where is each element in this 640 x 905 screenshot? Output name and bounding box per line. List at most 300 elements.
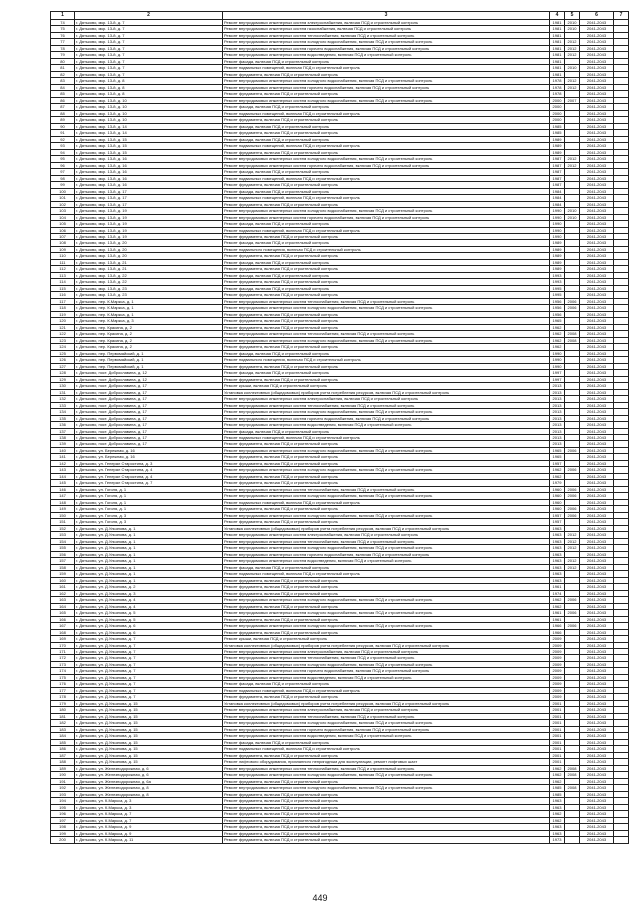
table-cell-col-5: 2012: [565, 84, 580, 90]
table-cell-col-2: г. Дятьково, мкр. 13-й, д. 19: [75, 208, 223, 214]
table-cell-col-4: 1963: [550, 798, 565, 804]
table-cell-col-4: 1962: [550, 765, 565, 771]
table-cell-col-3: Ремонт фундамента, включая ПСД и строительный контроль: [223, 577, 550, 583]
table-cell-col-5: 2010: [565, 214, 580, 220]
table-cell-col-2: г. Дятьково, ул. Генерал Старостина, д. 7: [75, 480, 223, 486]
table-cell-col-2: г. Дятьково, ул. Железнодорожная, д. 6: [75, 765, 223, 771]
table-cell-col-3: Ремонт фундамента, включая ПСД и строительный контроль: [223, 629, 550, 635]
table-cell-col-6: 2041-2043: [580, 700, 614, 706]
table-cell-col-4: 1989: [550, 266, 565, 272]
table-cell-col-3: Ремонт внутридомовых инженерных систем водоотведения, включая ПСД и строительный контроль: [223, 674, 550, 680]
table-cell-col-2: г. Дятьково, ул. Гоголя, д. 1: [75, 499, 223, 505]
table-cell-col-1: 109: [51, 246, 75, 252]
table-cell-col-1: 103: [51, 208, 75, 214]
table-cell-col-4: 1981: [550, 32, 565, 38]
table-cell-col-4: 2009: [550, 642, 565, 648]
table-cell-col-6: 2041-2043: [580, 804, 614, 810]
table-cell-col-1: 115: [51, 285, 75, 291]
table-cell-col-1: 153: [51, 532, 75, 538]
table-cell-col-2: г. Дятьково, ул. Д.Ульянова, д. 1: [75, 571, 223, 577]
table-cell-col-6: 2041-2043: [580, 837, 614, 843]
table-cell-col-2: г. Дятьково, мкр. 13-й, д. 10: [75, 104, 223, 110]
table-cell-col-4: 1993: [550, 272, 565, 278]
table-cell-col-3: Ремонт фасада, включая ПСД и строительный контроль: [223, 350, 550, 356]
table-cell-col-5: 2012: [565, 558, 580, 564]
table-cell-col-6: 2041-2043: [580, 746, 614, 752]
table-cell-col-3: Ремонт фундамента, включая ПСД и строительный контроль: [223, 694, 550, 700]
table-cell-col-3: Ремонт внутридомовых инженерных систем горячего водоснабжения, включая ПСД и строительный контроль: [223, 668, 550, 674]
table-cell-col-2: г. Дятьково, мкр. 13-й, д. 16: [75, 156, 223, 162]
table-cell-col-6: 2041-2043: [580, 674, 614, 680]
table-cell-col-4: 1989: [550, 136, 565, 142]
table-cell-col-3: Ремонт внутридомовых инженерных систем горячего водоснабжения, включая ПСД и строительный контроль: [223, 84, 550, 90]
table-cell-col-1: 146: [51, 486, 75, 492]
table-cell-col-6: 2041-2043: [580, 486, 614, 492]
table-cell-col-1: 190: [51, 772, 75, 778]
table-cell-col-1: 145: [51, 480, 75, 486]
table-cell-col-2: г. Дятьково, пост. Доброславина, д. 17: [75, 409, 223, 415]
table-cell-col-1: 161: [51, 584, 75, 590]
table-cell-col-2: г. Дятьково, ул. Гоголя, д. 1: [75, 493, 223, 499]
table-cell-col-4: 1962: [550, 473, 565, 479]
table-cell-col-2: г. Дятьково, мкр. 13-й, д. 7: [75, 20, 223, 26]
table-cell-col-2: г. Дятьково, мкр. 13-й, д. 15: [75, 136, 223, 142]
table-cell-col-3: Ремонт внутридомовых инженерных систем водоотведения, включая ПСД и строительный контроль: [223, 422, 550, 428]
table-cell-col-3: Ремонт фундамента, включая ПСД и строительный контроль: [223, 363, 550, 369]
table-cell-col-3: Ремонт фундамента, включая ПСД и строительный контроль: [223, 344, 550, 350]
table-cell-col-1: 176: [51, 681, 75, 687]
table-cell-col-1: 111: [51, 259, 75, 265]
table-cell-col-3: Ремонт подвальных помещений, включая ПСД и строительный контроль: [223, 227, 550, 233]
table-cell-col-1: 91: [51, 130, 75, 136]
table-cell-col-2: г. Дятьково, пер. К.Маркса, д. 1: [75, 298, 223, 304]
table-cell-col-3: Ремонт фундамента, включая ПСД и строительный контроль: [223, 71, 550, 77]
table-cell-col-6: 2041-2043: [580, 765, 614, 771]
table-cell-col-6: 2041-2043: [580, 467, 614, 473]
table-cell-col-4: 1960: [550, 493, 565, 499]
table-cell-col-4: 1960: [550, 506, 565, 512]
table-cell-col-3: Ремонт внутридомовых инженерных систем теплоснабжения, включая ПСД и строительный контроль: [223, 765, 550, 771]
table-cell-col-3: Ремонт крыши, включая ПСД и строительный контроль: [223, 383, 550, 389]
table-cell-col-1: 137: [51, 428, 75, 434]
table-cell-col-1: 200: [51, 837, 75, 843]
table-cell-col-6: 2041-2043: [580, 344, 614, 350]
table-cell-col-1: 99: [51, 182, 75, 188]
table-cell-col-3: Ремонт подвальных помещений, включая ПСД и строительный контроль: [223, 175, 550, 181]
table-cell-col-4: 2013: [550, 402, 565, 408]
table-cell-col-6: 2041-2043: [580, 648, 614, 654]
table-cell-col-5: 2012: [565, 52, 580, 58]
table-cell-col-2: г. Дятьково, мкр. 13-й, д. 20: [75, 246, 223, 252]
table-cell-col-6: 2041-2043: [580, 668, 614, 674]
table-cell-col-4: 1981: [550, 52, 565, 58]
table-cell-col-6: 2041-2043: [580, 454, 614, 460]
table-cell-col-6: 2041-2043: [580, 221, 614, 227]
table-cell-col-1: 82: [51, 71, 75, 77]
table-cell-col-2: г. Дятьково, мкр. 13-й, д. 19: [75, 227, 223, 233]
table-cell-col-2: г. Дятьково, ул. Генерал Старостина, д. 3: [75, 460, 223, 466]
table-cell-col-4: 1978: [550, 84, 565, 90]
table-cell-col-1: 156: [51, 551, 75, 557]
table-cell-col-4: 1985: [550, 791, 565, 797]
table-cell-col-3: Ремонт крыши, включая ПСД и строительный контроль: [223, 636, 550, 642]
table-cell-col-1: 181: [51, 713, 75, 719]
table-cell-col-4: 2009: [550, 694, 565, 700]
table-cell-col-4: 2009: [550, 655, 565, 661]
table-cell-col-1: 84: [51, 84, 75, 90]
table-cell-col-6: 2041-2043: [580, 577, 614, 583]
table-cell-col-1: 93: [51, 143, 75, 149]
table-cell-col-4: 1987: [550, 162, 565, 168]
table-cell-col-4: 2001: [550, 707, 565, 713]
table-cell-col-5: 2006: [565, 623, 580, 629]
table-cell-col-2: г. Дятьково, мкр. 13-й, д. 8: [75, 84, 223, 90]
table-cell-col-1: 162: [51, 590, 75, 596]
table-cell-col-3: Ремонт фасада, включая ПСД и строительный контроль: [223, 285, 550, 291]
table-cell-col-1: 113: [51, 272, 75, 278]
table-cell-col-3: Ремонт внутридомовых инженерных систем холодного водоснабжения, включая ПСД и строительный контроль: [223, 208, 550, 214]
table-cell-col-1: 101: [51, 195, 75, 201]
table-cell-col-4: 1957: [550, 460, 565, 466]
table-cell-col-2: г. Дятьково, ул. Д.Ульянова, д. 15: [75, 746, 223, 752]
table-cell-col-6: 2041-2043: [580, 156, 614, 162]
table-cell-col-2: г. Дятьково, пост. Доброславина, д. 12: [75, 376, 223, 382]
table-cell-col-1: 157: [51, 558, 75, 564]
table-cell-col-2: г. Дятьково, мкр. 13-й, д. 15: [75, 149, 223, 155]
table-cell-col-3: Ремонт внутридомовых инженерных систем горячего водоснабжения, включая ПСД и строительный контроль: [223, 162, 550, 168]
table-cell-col-6: 2041-2043: [580, 409, 614, 415]
table-cell-col-4: 1962: [550, 331, 565, 337]
table-cell-col-5: 2006: [565, 467, 580, 473]
table-cell-col-3: Ремонт фундамента, включая ПСД и строительный контроль: [223, 233, 550, 239]
table-cell-col-5: 2010: [565, 26, 580, 32]
table-cell-col-5: 2007: [565, 97, 580, 103]
table-cell-col-6: 2041-2043: [580, 525, 614, 531]
table-cell-col-4: 1989: [550, 240, 565, 246]
table-cell-col-1: 104: [51, 214, 75, 220]
table-cell-col-4: 1957: [550, 519, 565, 525]
table-cell-col-4: 1985: [550, 130, 565, 136]
table-cell-col-4: 1985: [550, 123, 565, 129]
table-cell-col-3: Ремонт внутридомовых инженерных систем электроснабжения, включая ПСД и строительный контроль: [223, 532, 550, 538]
table-cell-col-6: 2041-2043: [580, 785, 614, 791]
table-cell-col-1: 144: [51, 473, 75, 479]
table-cell-col-6: 2041-2043: [580, 272, 614, 278]
table-cell-col-6: 2041-2043: [580, 791, 614, 797]
table-cell-col-1: 139: [51, 441, 75, 447]
table-cell-col-4: 2001: [550, 700, 565, 706]
table-cell-col-4: 1997: [550, 370, 565, 376]
table-cell-col-1: 138: [51, 435, 75, 441]
table-cell-col-4: 2000: [550, 117, 565, 123]
table-cell-col-1: 197: [51, 817, 75, 823]
table-cell-col-1: 158: [51, 564, 75, 570]
table-cell-col-3: Ремонт фундамента, включая ПСД и строительный контроль: [223, 519, 550, 525]
table-cell-col-3: Ремонт внутридомовых инженерных систем газоснабжения, включая ПСД и строительный контроль: [223, 26, 550, 32]
table-cell-col-3: Ремонт фундамента, включая ПСД и строительный контроль: [223, 91, 550, 97]
table-cell-col-3: Ремонт внутридомовых инженерных систем холодного водоснабжения, включая ПСД и строительный контроль: [223, 623, 550, 629]
table-cell-col-6: 2041-2043: [580, 435, 614, 441]
table-cell-col-2: г. Дятьково, ул. Бережная, д. 16: [75, 447, 223, 453]
table-cell-col-6: 2041-2043: [580, 201, 614, 207]
table-cell-col-4: 2001: [550, 733, 565, 739]
table-cell-col-2: г. Дятьково, ул. Генерал Старостина, д. 4: [75, 473, 223, 479]
table-cell-col-5: 2012: [565, 78, 580, 84]
table-cell-col-2: г. Дятьково, ул. Д.Ульянова, д. 4: [75, 597, 223, 603]
table-cell-col-2: г. Дятьково, ул. Д.Ульянова, д. 1: [75, 564, 223, 570]
table-cell-col-4: 1962: [550, 467, 565, 473]
table-cell-col-2: г. Дятьково, ул. Железнодорожная, д. 8: [75, 785, 223, 791]
header-row: [51, 12, 629, 20]
table-cell-col-3: Ремонт фундамента, включая ПСД и строительный контроль: [223, 584, 550, 590]
table-cell-col-2: г. Дятьково, ул. К.Маркса, д. 9: [75, 830, 223, 836]
table-cell-col-1: 100: [51, 188, 75, 194]
table-cell-col-5: 2006: [565, 486, 580, 492]
table-cell-col-3: Ремонт лифтового оборудования, признанного непригодным для эксплуатации, ремонт лифтовых шахт: [223, 759, 550, 765]
table-cell-col-3: Ремонт фундамента, включая ПСД и строительный контроль: [223, 798, 550, 804]
table-cell-col-3: Ремонт внутридомовых инженерных систем водоотведения, включая ПСД и строительный контроль: [223, 558, 550, 564]
table-cell-col-1: 143: [51, 467, 75, 473]
table-cell-col-6: 2041-2043: [580, 681, 614, 687]
table-cell-col-4: 1987: [550, 156, 565, 162]
table-cell-col-3: Установка коллективных (общедомовых) приборов учета потребления ресурсов, включая ПСД и строительный контроль: [223, 642, 550, 648]
table-cell-col-4: 1981: [550, 65, 565, 71]
table-cell-col-3: Ремонт фундамента, включая ПСД и строительный контроль: [223, 804, 550, 810]
table-cell-col-5: 2012: [565, 39, 580, 45]
table-cell-col-6: 2041-2043: [580, 733, 614, 739]
table-cell-col-2: г. Дятьково, мкр. 13-й, д. 10: [75, 97, 223, 103]
table-cell-col-2: г. Дятьково, пер. Красина, д. 2: [75, 337, 223, 343]
table-cell-col-3: Ремонт внутридомовых инженерных систем холодного водоснабжения, включая ПСД и строительный контроль: [223, 409, 550, 415]
table-cell-col-4: 1962: [550, 817, 565, 823]
table-cell-col-2: г. Дятьково, мкр. 13-й, д. 16: [75, 175, 223, 181]
table-cell-col-2: г. Дятьково, пер. К.Маркса, д. 1: [75, 311, 223, 317]
table-cell-col-3: Ремонт подвальных помещений, включая ПСД и строительный контроль: [223, 435, 550, 441]
table-cell-col-3: Установка коллективных (общедомовых) приборов учета потребления ресурсов, включая ПСД и строительный контроль: [223, 525, 550, 531]
table-cell-col-4: 2000: [550, 104, 565, 110]
table-cell-col-2: г. Дятьково, мкр. 13-й, д. 15: [75, 143, 223, 149]
table-cell-col-6: 2041-2043: [580, 84, 614, 90]
table-cell-col-6: 2041-2043: [580, 246, 614, 252]
table-cell-col-6: 2041-2043: [580, 45, 614, 51]
table-cell-col-2: г. Дятьково, мкр. 13-й, д. 17: [75, 195, 223, 201]
table-cell-col-6: 2041-2043: [580, 564, 614, 570]
table-cell-col-2: г. Дятьково, мкр. 13-й, д. 8: [75, 91, 223, 97]
table-cell-col-6: 2041-2043: [580, 169, 614, 175]
table-cell-col-4: 1981: [550, 71, 565, 77]
table-cell-col-6: 2041-2043: [580, 661, 614, 667]
table-cell-col-6: 2041-2043: [580, 441, 614, 447]
table-cell-col-6: 2041-2043: [580, 428, 614, 434]
table-cell-col-3: Ремонт подвальных помещений, включая ПСД и строительный контроль: [223, 110, 550, 116]
table-cell-col-1: 102: [51, 201, 75, 207]
table-cell-col-3: Ремонт внутридомовых инженерных систем холодного водоснабжения, включая ПСД и строительный контроль: [223, 785, 550, 791]
table-cell-col-6: 2041-2043: [580, 558, 614, 564]
table-cell-col-4: 2013: [550, 422, 565, 428]
table-cell-col-3: Ремонт внутридомовых инженерных систем теплоснабжения, включая ПСД и строительный контроль: [223, 32, 550, 38]
table-cell-col-4: 2000: [550, 110, 565, 116]
table-cell-col-6: 2041-2043: [580, 512, 614, 518]
table-cell-col-2: г. Дятьково, пер. Красина, д. 2: [75, 331, 223, 337]
table-cell-col-3: Ремонт фундамента, включая ПСД и строительный контроль: [223, 791, 550, 797]
table-cell-col-4: 2009: [550, 661, 565, 667]
table-cell-col-6: 2041-2043: [580, 584, 614, 590]
table-cell-col-4: 2013: [550, 396, 565, 402]
table-cell-col-1: 159: [51, 571, 75, 577]
table-cell-col-1: 188: [51, 759, 75, 765]
table-cell-col-6: 2041-2043: [580, 811, 614, 817]
table-cell-col-1: 75: [51, 26, 75, 32]
table-cell-col-4: 1963: [550, 551, 565, 557]
table-cell-col-1: 180: [51, 707, 75, 713]
table-cell-col-3: Установка коллективных (общедомовых) приборов учета потребления ресурсов, включая ПСД и строительный контроль: [223, 389, 550, 395]
table-cell-col-5: 2006: [565, 298, 580, 304]
table-cell-col-1: 174: [51, 668, 75, 674]
table-cell-col-2: г. Дятьково, ул. Д.Ульянова, д. 1: [75, 545, 223, 551]
table-cell-col-4: 1997: [550, 376, 565, 382]
table-cell-col-2: г. Дятьково, ул. Д.Ульянова, д. 7: [75, 642, 223, 648]
table-cell-col-1: 164: [51, 603, 75, 609]
table-cell-col-4: 1981: [550, 39, 565, 45]
table-cell-col-6: 2041-2043: [580, 195, 614, 201]
table-cell-col-1: 191: [51, 778, 75, 784]
table-cell-col-4: 1989: [550, 143, 565, 149]
table-cell-col-4: 1956: [550, 298, 565, 304]
table-cell-col-3: Ремонт фасада, включая ПСД и строительный контроль: [223, 739, 550, 745]
table-cell-col-4: 1974: [550, 590, 565, 596]
table-cell-col-1: 189: [51, 765, 75, 771]
table-cell-col-4: 2001: [550, 746, 565, 752]
table-cell-col-6: 2041-2043: [580, 726, 614, 732]
table-cell-col-6: 2041-2043: [580, 136, 614, 142]
table-cell-col-3: Ремонт фундамента, включая ПСД и строительный контроль: [223, 817, 550, 823]
table-cell-col-4: 1963: [550, 525, 565, 531]
table-cell-col-1: 94: [51, 149, 75, 155]
table-cell-col-6: 2041-2043: [580, 370, 614, 376]
table-cell-col-4: 1987: [550, 175, 565, 181]
table-cell-col-2: г. Дятьково, мкр. 13-й, д. 22: [75, 272, 223, 278]
table-cell-col-6: 2041-2043: [580, 363, 614, 369]
table-cell-col-3: Ремонт внутридомовых инженерных систем холодного водоснабжения, включая ПСД и строительный контроль: [223, 337, 550, 343]
header-col-4: 4: [550, 12, 565, 20]
table-cell-col-4: 1981: [550, 26, 565, 32]
table-cell-col-3: Ремонт фундамента, включая ПСД и строительный контроль: [223, 454, 550, 460]
table-cell-col-6: 2041-2043: [580, 642, 614, 648]
table-cell-col-1: 192: [51, 785, 75, 791]
table-cell-col-1: 87: [51, 104, 75, 110]
table-cell-col-1: 135: [51, 415, 75, 421]
header-col-1: 1: [51, 12, 75, 20]
table-cell-col-3: Ремонт внутридомовых инженерных систем холодного водоснабжения, включая ПСД и строительный контроль: [223, 545, 550, 551]
table-cell-col-2: г. Дятьково, пост. Доброславина, д. 17: [75, 435, 223, 441]
table-cell-col-3: Ремонт фасада, включая ПСД и строительный контроль: [223, 681, 550, 687]
table-cell-col-6: 2041-2043: [580, 182, 614, 188]
table-cell-col-3: Ремонт фасада, включая ПСД и строительный контроль: [223, 136, 550, 142]
table-cell-col-1: 122: [51, 331, 75, 337]
table-cell-col-3: Ремонт внутридомовых инженерных систем электроснабжения, включая ПСД и строительный контроль: [223, 396, 550, 402]
table-cell-col-1: 147: [51, 493, 75, 499]
table-cell-col-6: 2041-2043: [580, 253, 614, 259]
table-cell-col-1: 83: [51, 78, 75, 84]
table-cell-col-3: Ремонт внутридомовых инженерных систем горячего водоснабжения, включая ПСД и строительный контроль: [223, 214, 550, 220]
table-cell-col-6: 2041-2043: [580, 597, 614, 603]
table-cell-col-1: 86: [51, 97, 75, 103]
table-cell-col-1: 129: [51, 376, 75, 382]
table-cell-col-2: г. Дятьково, мкр. 13-й, д. 19: [75, 233, 223, 239]
table-cell-col-4: 1962: [550, 778, 565, 784]
table-cell-col-6: 2041-2043: [580, 117, 614, 123]
table-cell-col-3: Ремонт фундамента, включая ПСД и строительный контроль: [223, 117, 550, 123]
table-cell-col-6: 2041-2043: [580, 694, 614, 700]
table-cell-col-1: 89: [51, 117, 75, 123]
table-cell-col-3: Ремонт внутридомовых инженерных систем теплоснабжения, включая ПСД и строительный контроль: [223, 298, 550, 304]
table-cell-col-5: 2008: [565, 331, 580, 337]
table-cell-col-3: Ремонт внутридомовых инженерных систем горячего водоснабжения, включая ПСД и строительный контроль: [223, 45, 550, 51]
table-cell-col-2: г. Дятьково, мкр. 13-й, д. 19: [75, 214, 223, 220]
table-cell-col-4: 1963: [550, 564, 565, 570]
table-cell-col-2: г. Дятьково, пост. Доброславина, д. 17: [75, 422, 223, 428]
table-cell-col-4: 1957: [550, 512, 565, 518]
table-cell-col-2: г. Дятьково, ул. Д.Ульянова, д. 15: [75, 739, 223, 745]
table-cell-col-1: 185: [51, 739, 75, 745]
table-cell-col-1: 121: [51, 324, 75, 330]
table-cell-col-5: 2012: [565, 564, 580, 570]
table-cell-col-1: 168: [51, 629, 75, 635]
table-cell-col-3: Ремонт внутридомовых инженерных систем холодного водоснабжения, включая ПСД и строительный контроль: [223, 305, 550, 311]
table-cell-col-1: 76: [51, 32, 75, 38]
table-cell-col-5: 2008: [565, 337, 580, 343]
table-cell-col-3: Ремонт фундамента, включая ПСД и строительный контроль: [223, 292, 550, 298]
table-cell-col-4: 1961: [550, 610, 565, 616]
table-cell-col-2: г. Дятьково, пост. Доброславина, д. 17: [75, 396, 223, 402]
table-cell-col-3: Ремонт внутридомовых инженерных систем холодного водоснабжения, включая ПСД и строительный контроль: [223, 78, 550, 84]
table-cell-col-5: 2006: [565, 610, 580, 616]
table-cell-col-2: г. Дятьково, мкр. 13-й, д. 10: [75, 110, 223, 116]
table-cell-col-1: 117: [51, 298, 75, 304]
table-cell-col-4: 1989: [550, 246, 565, 252]
table-cell-col-4: 1962: [550, 324, 565, 330]
table-cell-col-6: 2041-2043: [580, 208, 614, 214]
table-cell-col-4: 1990: [550, 350, 565, 356]
table-cell-col-2: г. Дятьково, пер. Первомайский, д. 1: [75, 357, 223, 363]
table-cell-col-2: г. Дятьково, ул. Д.Ульянова, д. 6: [75, 623, 223, 629]
table-cell-col-3: Ремонт фасада, включая ПСД и строительный контроль: [223, 370, 550, 376]
table-cell-col-6: 2041-2043: [580, 32, 614, 38]
table-cell-col-4: 1995: [550, 292, 565, 298]
table-cell-col-1: 160: [51, 577, 75, 583]
table-cell-col-4: 1963: [550, 538, 565, 544]
table-cell-col-2: г. Дятьково, ул. К.Маркса, д. 9: [75, 824, 223, 830]
table-cell-col-2: г. Дятьково, ул. Д.Ульянова, д. 1: [75, 558, 223, 564]
table-cell-col-2: г. Дятьково, мкр. 13-й, д. 7: [75, 26, 223, 32]
table-cell-col-4: 1995: [550, 285, 565, 291]
table-cell-col-4: 2013: [550, 409, 565, 415]
table-cell-col-3: Ремонт фундамента, включая ПСД и строительный контроль: [223, 473, 550, 479]
table-cell-col-4: 1965: [550, 454, 565, 460]
table-cell-col-1: 141: [51, 454, 75, 460]
table-cell-col-3: Ремонт фундамента, включая ПСД и строительный контроль: [223, 201, 550, 207]
table-cell-col-3: Ремонт фундамента, включая ПСД и строительный контроль: [223, 460, 550, 466]
table-cell-col-3: Ремонт фундамента, включая ПСД и строительный контроль: [223, 266, 550, 272]
table-cell-col-1: 167: [51, 623, 75, 629]
table-cell-col-5: 2008: [565, 785, 580, 791]
table-cell-col-2: г. Дятьково, пост. Доброславина, д. 17: [75, 441, 223, 447]
table-cell-col-5: [565, 837, 580, 843]
table-cell-col-4: 1990: [550, 357, 565, 363]
table-cell-col-3: Ремонт внутридомовых инженерных систем теплоснабжения, включая ПСД и строительный контроль: [223, 713, 550, 719]
table-cell-col-1: 134: [51, 409, 75, 415]
table-cell-col-6: 2041-2043: [580, 778, 614, 784]
